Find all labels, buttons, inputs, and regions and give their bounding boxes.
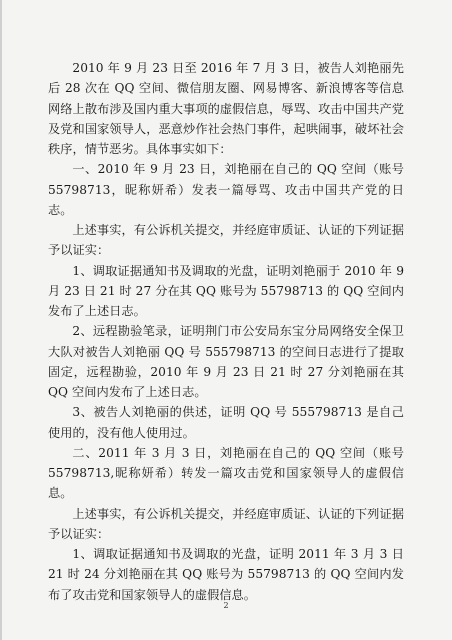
paragraph-fact-one: 一、2010 年 9 月 23 日，刘艳丽在自己的 QQ 空间（账号 55798713，昵称妍希）发表一篇辱骂、攻击中国共产党的日志。 xyxy=(48,162,404,217)
paragraph-evidence-intro-one: 上述事实，有公诉机关提交，并经庭审质证、认证的下列证据予以证实： xyxy=(48,223,404,258)
paragraph-evidence-2-1: 1、调取证据通知书及调取的光盘，证明 2011 年 3 月 3 日 21 时 24 分刘艳丽在其 QQ 账号为 55798713 的 QQ 空间内发布了攻击党和国家领导人的虚假信息。 xyxy=(48,547,404,602)
paragraph-evidence-1-3: 3、被告人刘艳丽的供述，证明 QQ 号 555798713 是自己使用的，没有他人使用过。 xyxy=(48,405,404,440)
page-edge xyxy=(0,0,2,640)
paragraph-fact-two: 二、2011 年 3 月 3 日，刘艳丽在自己的 QQ 空间（账号 55798713,昵称妍希）转发一篇攻击党和国家领导人的虚假信息。 xyxy=(48,445,404,501)
paragraph-evidence-intro-two: 上述事实，有公诉机关提交，并经庭审质证、认证的下列证据予以证实： xyxy=(48,506,404,541)
paragraph-intro: 2010 年 9 月 23 日至 2016 年 7 月 3 日，被告人刘艳丽先后 28 次在 QQ 空间、微信朋友圈、网易博客、新浪博客等信息网络上散布涉及国内重大事项的虚假信息，辱骂、攻击中国共产党及党和国家领导人，恶意炒作社会热门事件，起哄闹事，破坏社会秩序，情节恶劣。具体事实如下： xyxy=(48,61,404,156)
paragraph-evidence-1-1: 1、调取证据通知书及调取的光盘，证明刘艳丽于 2010 年 9 月 23 日 21 时 27 分在其 QQ 账号为 55798713 的 QQ 空间内发布了上述日志。 xyxy=(48,263,404,318)
paragraph-evidence-1-2: 2、远程勘验笔录，证明荆门市公安局东宝分局网络安全保卫大队对被告人刘艳丽 QQ 号 555798713 的空间日志进行了提取固定，远程勘验，2010 年 9 月 23 日 21 时 27 分刘艳丽在其 QQ 空间内发布了上述日志。 xyxy=(48,324,404,399)
page-number: 2 xyxy=(223,601,229,610)
